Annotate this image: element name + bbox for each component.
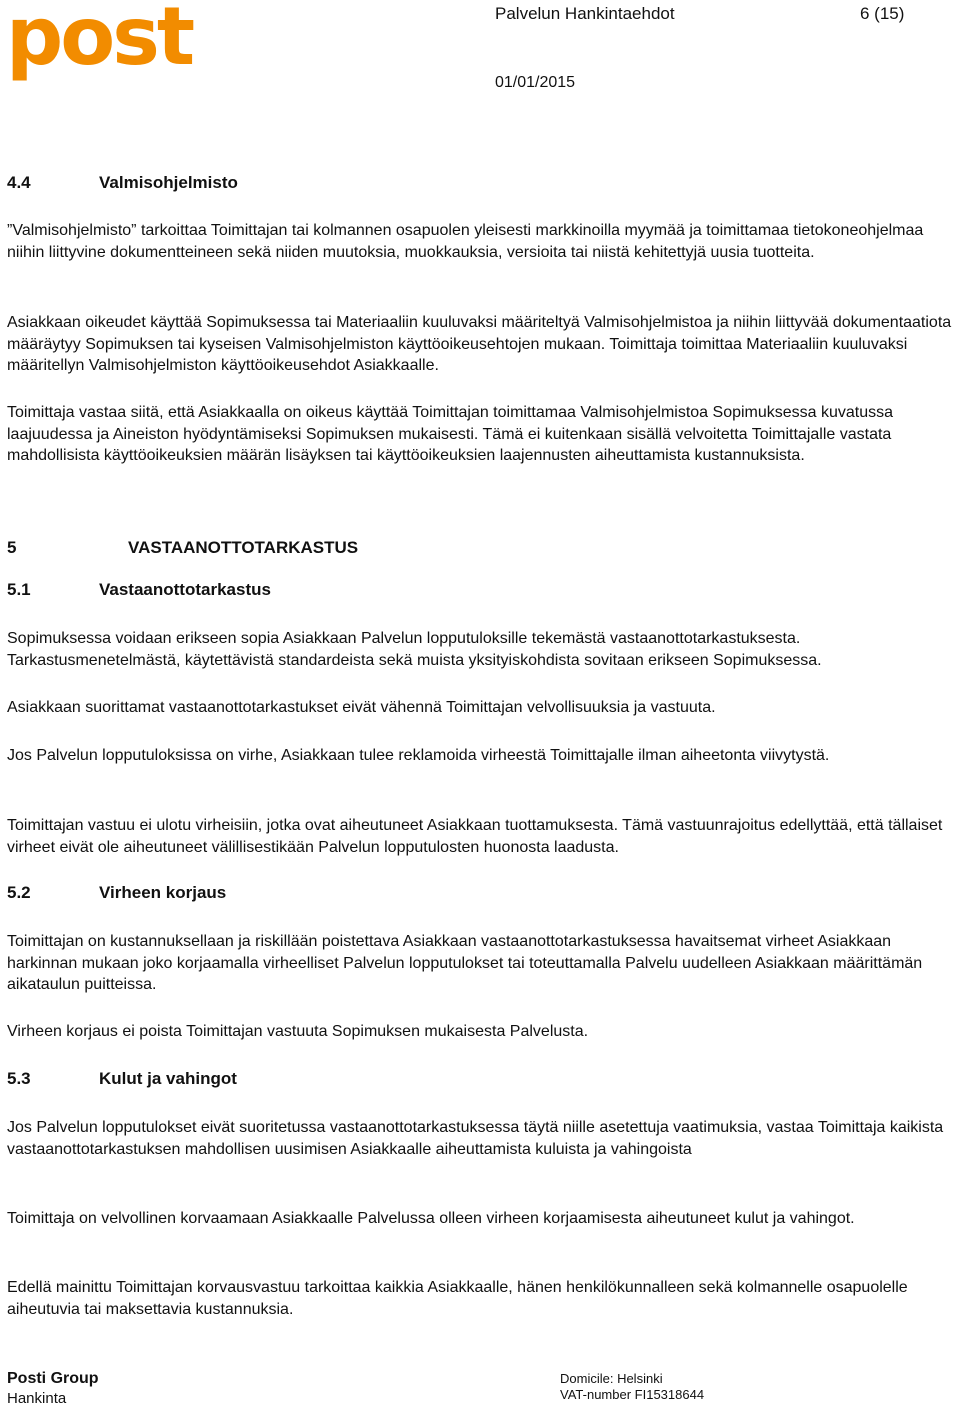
footer-domicile: Domicile: Helsinki: [560, 1371, 663, 1386]
heading-number: 5: [7, 538, 17, 557]
posti-logo: [6, 2, 198, 98]
paragraph: Toimittaja vastaa siitä, että Asiakkaalla on oikeus käyttää Toimittajan toimittamaa Valmisohjelmistoa Sopimuksessa kuvatussa laajuudessa ja Aineiston hyödyntämiseksi Sopimuksen mukaisesti. Tämä ei kuitenkaan sisällä velvoitetta Toimittajalle vastata mahdollisista käyttöoikeuksien määrän lisäyksen tai käyttöoikeuksien laajennusten aiheuttamista kustannuksista.: [7, 404, 894, 465]
paragraph: Sopimuksessa voidaan erikseen sopia Asiakkaan Palvelun lopputuloksille tekemästä vastaanottotarkastuksesta. Tarkastusmenetelmästä, käytettävistä standardeista sekä muista yksityiskohdista sovitaan erikseen Sopimuksessa.: [7, 630, 822, 669]
paragraph: Toimittajan vastuu ei ulotu virheisiin, jotka ovat aiheutuneet Asiakkaan tuottamuksesta. Tämä vastuunrajoitus edellyttää, että tällaiset virheet eivät ole aiheutuneet välillisestikään Palvelun lopputulosten huonosta laadusta.: [7, 817, 943, 856]
paragraph: Toimittajan on kustannuksellaan ja riskillään poistettava Asiakkaan vastaanottotarkastuksessa havaitsemat virheet Asiakkaan harkinnan mukaan joko korjaamalla virheelliset Palvelun lopputulokset tai toteuttamalla Palvelu uudelleen Asiakkaan määrittämän aikataulun puitteissa.: [7, 933, 923, 994]
paragraph: Jos Palvelun lopputulokset eivät suoritetussa vastaanottotarkastuksessa täytä niille asetettuja vaatimuksia, vastaa Toimittaja kaikista vastaanottotarkastuksen mahdollisen uusimisen Asiakkaalle aiheuttamista kuluista ja vahingoista: [7, 1119, 944, 1158]
heading-number: 5.2: [7, 883, 31, 902]
page-indicator: 6 (15): [860, 4, 905, 23]
heading-title: Kulut ja vahingot: [99, 1069, 237, 1088]
paragraph: Asiakkaan oikeudet käyttää Sopimuksessa tai Materiaaliin kuuluvaksi määriteltyä Valmisohjelmistoa ja niihin liittyvää dokumentaatiota määräytyy Sopimuksen tai kyseisen Valmisohjelmiston käyttöoikeusehtojen mukaan. Toimittaja toimittaa Materiaaliin kuuluvaksi määritellyn Valmisohjelmiston käyttöoikeusehdot Asiakkaalle.: [7, 314, 952, 375]
paragraph: Asiakkaan suorittamat vastaanottotarkastukset eivät vähennä Toimittajan velvollisuuksia ja vastuuta.: [7, 699, 716, 716]
heading-title: Valmisohjelmisto: [99, 173, 238, 192]
logo-text: posti: [6, 2, 198, 83]
paragraph: Toimittaja on velvollinen korvaamaan Asiakkaalle Palvelussa olleen virheen korjaamisesta aiheutuneet kulut ja vahingot.: [7, 1210, 855, 1227]
heading-title: Vastaanottotarkastus: [99, 580, 271, 599]
footer-unit: Hankinta: [7, 1390, 67, 1407]
document-title: Palvelun Hankintaehdot: [495, 4, 675, 23]
paragraph: ”Valmisohjelmisto” tarkoittaa Toimittajan tai kolmannen osapuolen yleisesti markkinoilla myymää ja toimittamaa tietokoneohjelmaa niihin liittyvine dokumentteineen sekä niiden muutoksia, muokkauksia, versioita tai niistä kehitettyjä uusia tuotteita.: [7, 222, 924, 261]
paragraph: Jos Palvelun lopputuloksissa on virhe, Asiakkaan tulee reklamoida virheestä Toimittajalle ilman aiheetonta viivytystä.: [7, 747, 830, 764]
heading-title: VASTAANOTTOTARKASTUS: [128, 538, 359, 557]
heading-title: Virheen korjaus: [99, 883, 227, 902]
paragraph: Virheen korjaus ei poista Toimittajan vastuuta Sopimuksen mukaisesta Palvelusta.: [7, 1023, 589, 1040]
heading-number: 5.3: [7, 1069, 31, 1088]
heading-number: 4.4: [7, 173, 31, 192]
heading-number: 5.1: [7, 580, 31, 599]
footer-vat: VAT-number FI15318644: [560, 1387, 705, 1402]
paragraph: Edellä mainittu Toimittajan korvausvastuu tarkoittaa kaikkia Asiakkaalle, hänen henkilökunnalleen sekä kolmannelle osapuolelle aiheutuvia tai maksettavia kustannuksia.: [7, 1279, 908, 1318]
footer-company: Posti Group: [7, 1370, 99, 1387]
document-date: 01/01/2015: [495, 74, 576, 91]
